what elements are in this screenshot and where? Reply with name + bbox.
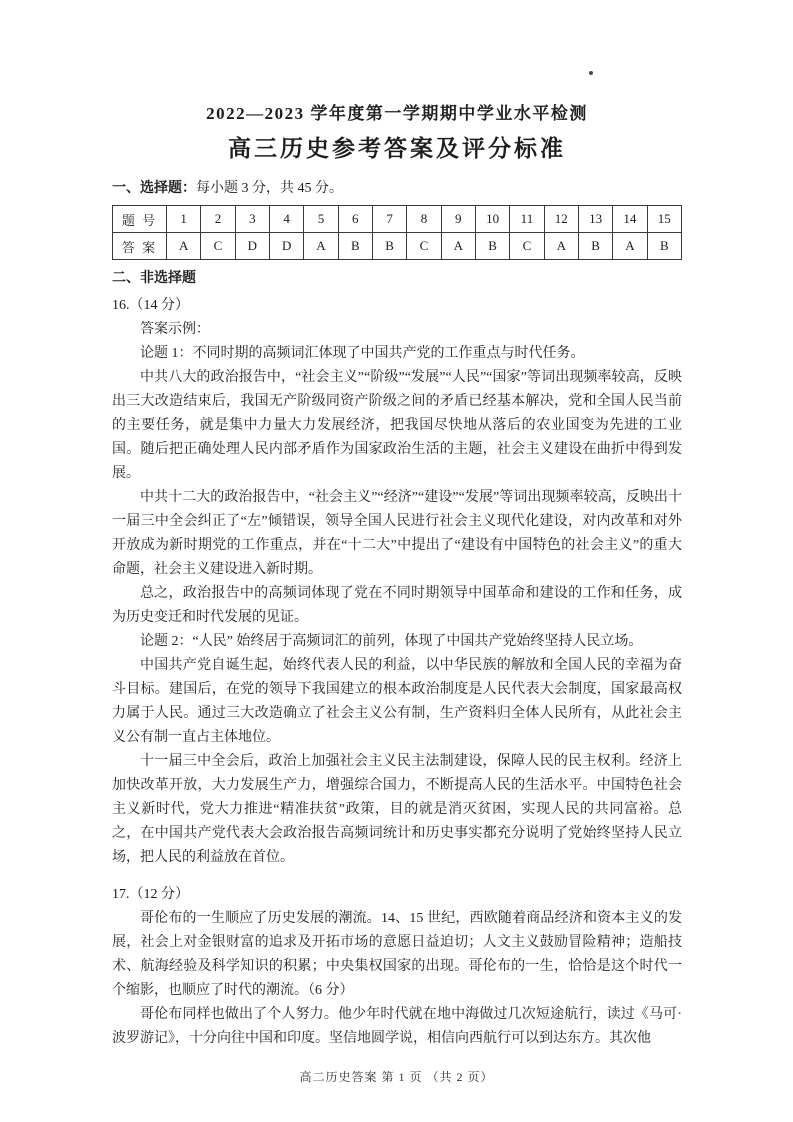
question-number-cell: 9: [441, 206, 475, 233]
answer-cell: B: [647, 233, 681, 260]
q16-paragraph: 十一届三中全会后，政治上加强社会主义民主法制建设，保障人民的民主权利。经济上加快改革开放，大力发展生产力，增强综合国力，不断提高人民的生活水平。中国特色社会主义新时代，党大力推进“精准扶贫”政策，目的就是消灭贫困，实现人民的共同富裕。总之，在中国共产党代表大会政治报告高频词统计和历史事实都充分说明了党始终坚持人民立场，把人民的利益放在首位。: [112, 754, 682, 865]
q16-paragraph-topic1: 论题 1：不同时期的高频词汇体现了中国共产党的工作重点与时代任务。: [140, 346, 585, 361]
answer-cell: B: [578, 233, 612, 260]
question-number-cell: 8: [407, 206, 441, 233]
answer-cell: B: [475, 233, 509, 260]
question-16-number: 16.（14 分）: [112, 298, 189, 313]
answer-cell: D: [269, 233, 303, 260]
question-number-cell: 3: [235, 206, 269, 233]
exam-title: 2022—2023 学年度第一学期期中学业水平检测: [206, 104, 588, 123]
section1-label: 一、选择题：: [112, 181, 196, 196]
answer-cell: A: [167, 233, 201, 260]
q16-paragraph: 中国共产党自诞生起，始终代表人民的利益，以中华民族的解放和全国人民的幸福为奋斗目标。建国后，在党的领导下我国建立的根本政治制度是人民代表大会制度，国家最高权力属于人民。通过三大改造确立了社会主义公有制，生产资料归全体人民所有，从此社会主义公有制一直占主体地位。: [112, 658, 682, 745]
q16-paragraph: 中共十二大的政治报告中，“社会主义”“经济”“建设”“发展”等词出现频率较高，反映出十一届三中全会纠正了“左”倾错误，领导全国人民进行社会主义现代化建设，对内改革和对外开放成为新时期党的工作重点，并在“十二大”中提出了“建设有中国特色的社会主义”的重大命题，社会主义建设进入新时期。: [112, 490, 682, 577]
row-header-answer: 答 案: [113, 233, 167, 260]
answer-cell: A: [613, 233, 647, 260]
question-16-block: [112, 294, 682, 870]
q17-paragraph: 哥伦布同样也做出了个人努力。他少年时代就在地中海做过几次短途航行，读过《马可·波罗游记》，十分向往中国和印度。坚信地圆学说，相信向西航行可以到达东方。其次他: [112, 1007, 682, 1046]
question-number-cell: 2: [201, 206, 235, 233]
answer-cell: A: [441, 233, 475, 260]
q16-paragraph-topic2: 论题 2：“人民” 始终居于高频词汇的前列，体现了中国共产党始终坚持人民立场。: [140, 634, 643, 649]
page-content: [112, 102, 682, 1051]
question-number-cell: 7: [372, 206, 406, 233]
answer-sample-label: 答案示例：: [140, 322, 210, 337]
answer-cell: A: [544, 233, 578, 260]
answer-cell: B: [372, 233, 406, 260]
question-number-cell: 6: [338, 206, 372, 233]
section2-heading: 二、非选择题: [112, 271, 196, 286]
page-footer: 高二历史答案 第 1 页 （共 2 页）: [299, 1070, 494, 1084]
q16-paragraph: 总之，政治报告中的高频词体现了党在不同时期领导中国革命和建设的工作和任务，成为历史变迁和时代发展的见证。: [112, 586, 682, 625]
question-number-cell: 11: [510, 206, 544, 233]
question-17-block: [112, 883, 682, 1051]
scan-artifact-dot: [589, 71, 593, 75]
question-number-cell: 1: [167, 206, 201, 233]
section1-detail: 每小题 3 分，共 45 分。: [196, 181, 343, 196]
question-number-cell: 14: [613, 206, 647, 233]
question-number-cell: 12: [544, 206, 578, 233]
answer-cell: A: [304, 233, 338, 260]
question-number-cell: 13: [578, 206, 612, 233]
question-number-cell: 15: [647, 206, 681, 233]
answer-cell: C: [201, 233, 235, 260]
row-header-question-number: 题 号: [113, 206, 167, 233]
question-number-cell: 10: [475, 206, 509, 233]
question-number-cell: 5: [304, 206, 338, 233]
answer-cell: C: [510, 233, 544, 260]
page-title: 高三历史参考答案及评分标准: [228, 136, 566, 161]
question-number-row: [113, 206, 682, 233]
answer-row: [113, 233, 682, 260]
question-17-number: 17.（12 分）: [112, 887, 189, 902]
q17-paragraph: 哥伦布的一生顺应了历史发展的潮流。14、15 世纪，西欧随着商品经济和资本主义的发展，社会上对金银财富的追求及开拓市场的意愿日益迫切；人文主义鼓励冒险精神；造船技术、航海经验及科学知识的积累；中央集权国家的出现。哥伦布的一生，恰恰是这个时代一个缩影，也顺应了时代的潮流。（6 分）: [112, 911, 682, 998]
answer-cell: D: [235, 233, 269, 260]
question-number-cell: 4: [269, 206, 303, 233]
answer-cell: C: [407, 233, 441, 260]
answer-cell: B: [338, 233, 372, 260]
q16-paragraph: 中共八大的政治报告中，“社会主义”“阶级”“发展”“人民”“国家”等词出现频率较高，反映出三大改造结束后，我国无产阶级同资产阶级之间的矛盾已经基本解决，党和全国人民当前的主要任务，就是集中力量大力发展经济，把我国尽快地从落后的农业国变为先进的工业国。随后把正确处理人民内部矛盾作为国家政治生活的主题，社会主义建设在曲折中得到发展。: [112, 370, 682, 481]
section1-heading: [112, 178, 682, 200]
answer-key-table: [112, 205, 682, 260]
